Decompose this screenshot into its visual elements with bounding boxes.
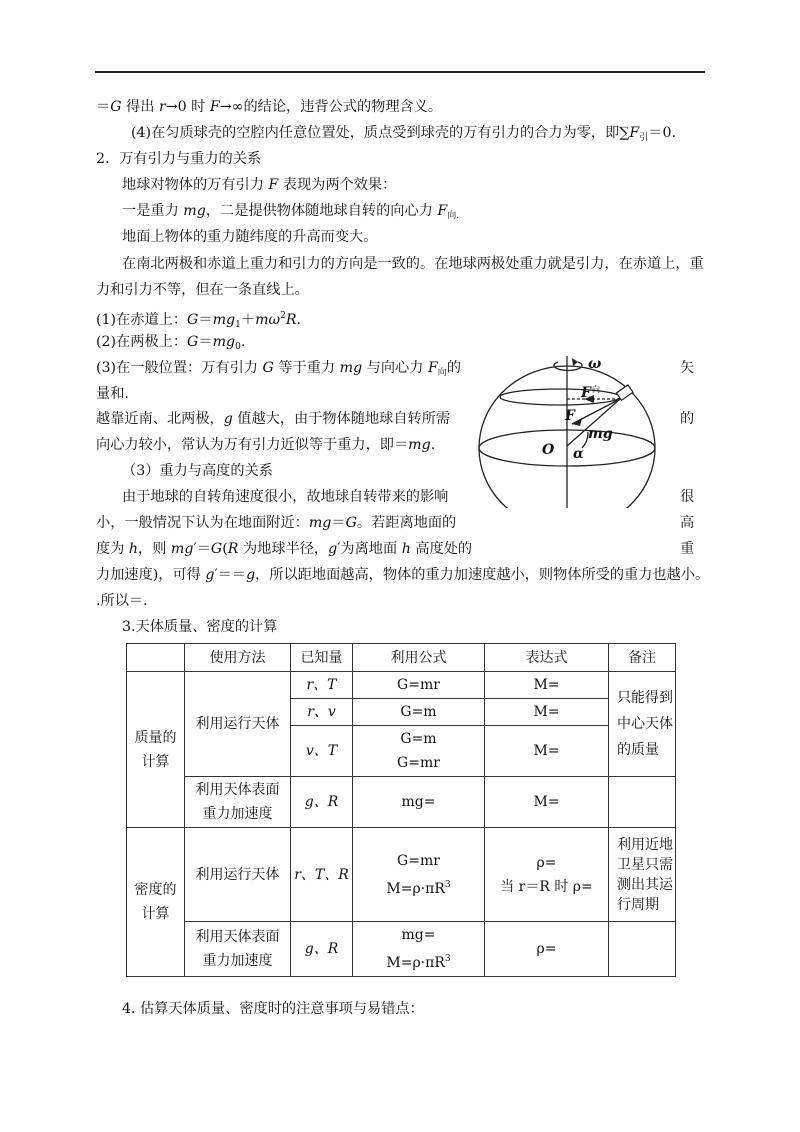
label-omega: ω <box>588 356 602 372</box>
formula-cell: G=mr $M=\rho\cdot\pi R^3$ <box>353 828 485 922</box>
expression-cell: ρ= <box>485 922 609 977</box>
header-rule <box>95 71 705 73</box>
text-line-12-right: 的 <box>680 411 695 427</box>
expression-cell: M= <box>485 777 609 828</box>
expression-cell: M= <box>485 699 609 726</box>
table-row <box>127 828 676 922</box>
note-density: 利用近地 卫星只需 测出其运 行周期 <box>609 828 676 922</box>
header-cell-formula: 利用公式 <box>353 644 485 672</box>
expression-cell: M= <box>485 726 609 777</box>
known-cell: v、T <box>291 726 353 777</box>
density-calc-label: 密度的 计算 <box>127 828 185 977</box>
subheading-gravity-height: （3）重力与高度的关系 <box>122 463 273 479</box>
label-F-dir: F <box>581 385 591 401</box>
note-empty <box>609 777 676 828</box>
text-line-17: 度为 h，则 mg′＝G(R 为地球半径，g′为离地面 h 高度处的 <box>96 541 473 557</box>
formula-cell: G=m <box>353 699 485 726</box>
text-line-6: 在南北两极和赤道上重力和引力的方向是一致的。在地球两极处重力就是引力，在赤道上，重 <box>122 256 704 272</box>
label-mg: mg <box>588 426 613 442</box>
text-line-19: .所以＝. <box>96 593 148 609</box>
expression-cell: ρ= 当 r＝R 时 ρ= <box>485 828 609 922</box>
table-row <box>127 777 676 828</box>
text-line-18: 力加速度)，可得 g′＝＝g，所以距地面越高，物体的重力加速度越小，则物体所受的重力也越小。 <box>96 567 710 583</box>
header-cell-known: 已知量 <box>291 644 353 672</box>
label-alpha: α <box>573 446 584 462</box>
label-F-dir-sub: 向 <box>592 385 600 394</box>
table-row <box>127 922 676 977</box>
formula-cell: G=mr <box>353 672 485 699</box>
text-line-5: 地面上物体的重力随纬度的升高而变大。 <box>122 229 378 245</box>
text-line-16: 小，一般情况下认为在地面附近：mg＝G。若距离地面的 <box>96 515 457 531</box>
text-line-10: (3)在一般位置：万有引力 G 等于重力 mg 与向心力 $F_向$的 <box>96 360 462 378</box>
text-line-2: (4)在匀质球壳的空腔内任意位置处，质点受到球壳的万有引力的合力为零，即$\sum F_引=0$. <box>131 125 677 143</box>
note-mass: 只能得到 中心天体 的质量 <box>609 672 676 777</box>
method-surface-mass: 利用天体表面 重力加速度 <box>185 777 291 828</box>
text-line-15-right: 很 <box>680 489 695 505</box>
text-line-12: 越靠近南、北两极，g 值越大，由于物体随地球自转所需 <box>96 411 451 427</box>
header-cell-expression: 表达式 <box>485 644 609 672</box>
table-row <box>127 672 676 699</box>
text-line-10-right: 矢 <box>680 360 695 376</box>
text-line-11: 量和. <box>96 386 129 402</box>
celestial-calc-table <box>126 643 676 977</box>
method-orbit-density: 利用运行天体 <box>185 828 291 922</box>
label-F: F <box>565 408 575 424</box>
section-heading-3: 3.天体质量、密度的计算 <box>122 619 278 635</box>
latitude-circle <box>500 389 620 405</box>
formula-cell: mg= $M=\rho\cdot\pi R^3$ <box>353 922 485 977</box>
text-line-8: (1)在赤道上：$G=mg_1+m\omega^2R$. <box>96 311 302 330</box>
text-line-3: 地球对物体的万有引力 F 表现为两个效果： <box>122 177 397 193</box>
text-line-9: (2)在两极上：$G=mg_0$. <box>96 334 246 352</box>
formula-cell: mg= <box>353 777 485 828</box>
text-line-1: ＝G 得出 r→0 时 F→∞的结论，违背公式的物理含义。 <box>96 99 443 115</box>
mass-calc-label: 质量的 计算 <box>127 672 185 828</box>
earth-gravity-diagram <box>470 348 685 508</box>
text-line-16-right: 高 <box>680 515 695 531</box>
known-cell: g、R <box>291 922 353 977</box>
known-cell: r、v <box>291 699 353 726</box>
table-header-row <box>127 644 676 672</box>
section-heading-4: 4. 估算天体质量、密度时的注意事项与易错点： <box>122 1001 424 1017</box>
text-line-15: 由于地球的自转角速度很小，故地球自转带来的影响 <box>122 489 449 505</box>
known-cell: r、T <box>291 672 353 699</box>
method-surface-density: 利用天体表面 重力加速度 <box>185 922 291 977</box>
note-empty <box>609 922 676 977</box>
header-cell-0 <box>127 644 185 672</box>
label-O: O <box>542 442 555 458</box>
text-line-4: 一是重力 mg，二是提供物体随地球自转的向心力 $F_{向.}$ <box>122 203 460 221</box>
text-line-17-right: 重 <box>680 541 695 557</box>
known-cell: r、T、R <box>291 828 353 922</box>
method-orbit-mass: 利用运行天体 <box>185 672 291 777</box>
expression-cell: M= <box>485 672 609 699</box>
header-cell-method: 使用方法 <box>185 644 291 672</box>
formula-cell: G=m G=mr <box>353 726 485 777</box>
text-line-13: 向心力较小，常认为万有引力近似等于重力，即＝mg. <box>96 437 436 453</box>
known-cell: g、R <box>291 777 353 828</box>
text-line-7: 力和引力不等，但在一条直线上。 <box>96 282 309 298</box>
header-cell-note: 备注 <box>609 644 676 672</box>
section-heading-2: 2．万有引力与重力的关系 <box>96 151 262 167</box>
